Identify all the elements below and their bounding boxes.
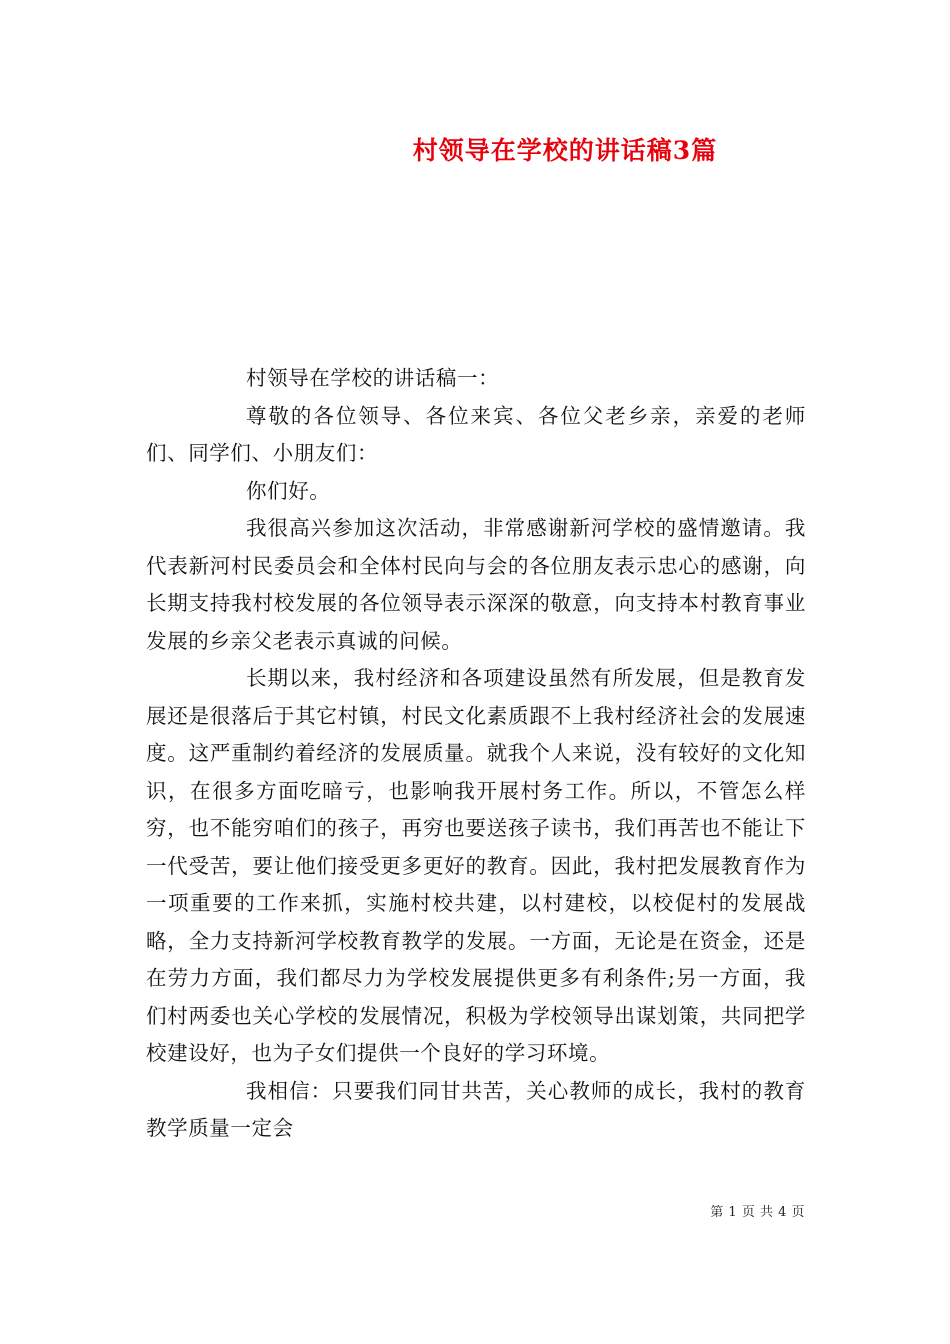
document-body [146,360,806,1148]
paragraph: 长期以来，我村经济和各项建设虽然有所发展，但是教育发展还是很落后于其它村镇，村民文化素质跟不上我村经济社会的发展速度。这严重制约着经济的发展质量。就我个人来说，没有较好的文化知识，在很多方面吃暗亏，也影响我开展村务工作。所以，不管怎么样穷，也不能穷咱们的孩子，再穷也要送孩子读书，我们再苦也不能让下一代受苦，要让他们接受更多更好的教育。因此，我村把发展教育作为一项重要的工作来抓，实施村校共建，以村建校，以校促村的发展战略，全力支持新河学校教育教学的发展。一方面，无论是在资金，还是在劳力方面，我们都尽力为学校发展提供更多有利条件;另一方面，我们村两委也关心学校的发展情况，积极为学校领导出谋划策，共同把学校建设好，也为子女们提供一个良好的学习环境。 [146,666,806,1065]
document-title: 村领导在学校的讲话稿3篇 [412,136,718,165]
document-title-container [0,133,950,169]
paragraph: 我相信：只要我们同甘共苦，关心教师的成长，我村的教育教学质量一定会 [146,1078,806,1140]
paragraph: 尊敬的各位领导、各位来宾、各位父老乡亲，亲爱的老师们、同学们、小朋友们： [146,403,806,465]
paragraph: 村领导在学校的讲话稿一： [246,366,500,390]
page-number-footer: 第 1 页 共 4 页 [710,1205,805,1220]
paragraph: 我很高兴参加这次活动，非常感谢新河学校的盛情邀请。我代表新河村民委员会和全体村民向与会的各位朋友表示忠心的感谢，向长期支持我村校发展的各位领导表示深深的敬意，向支持本村教育事业发展的乡亲父老表示真诚的问候。 [146,516,806,653]
paragraph: 你们好。 [246,478,331,503]
